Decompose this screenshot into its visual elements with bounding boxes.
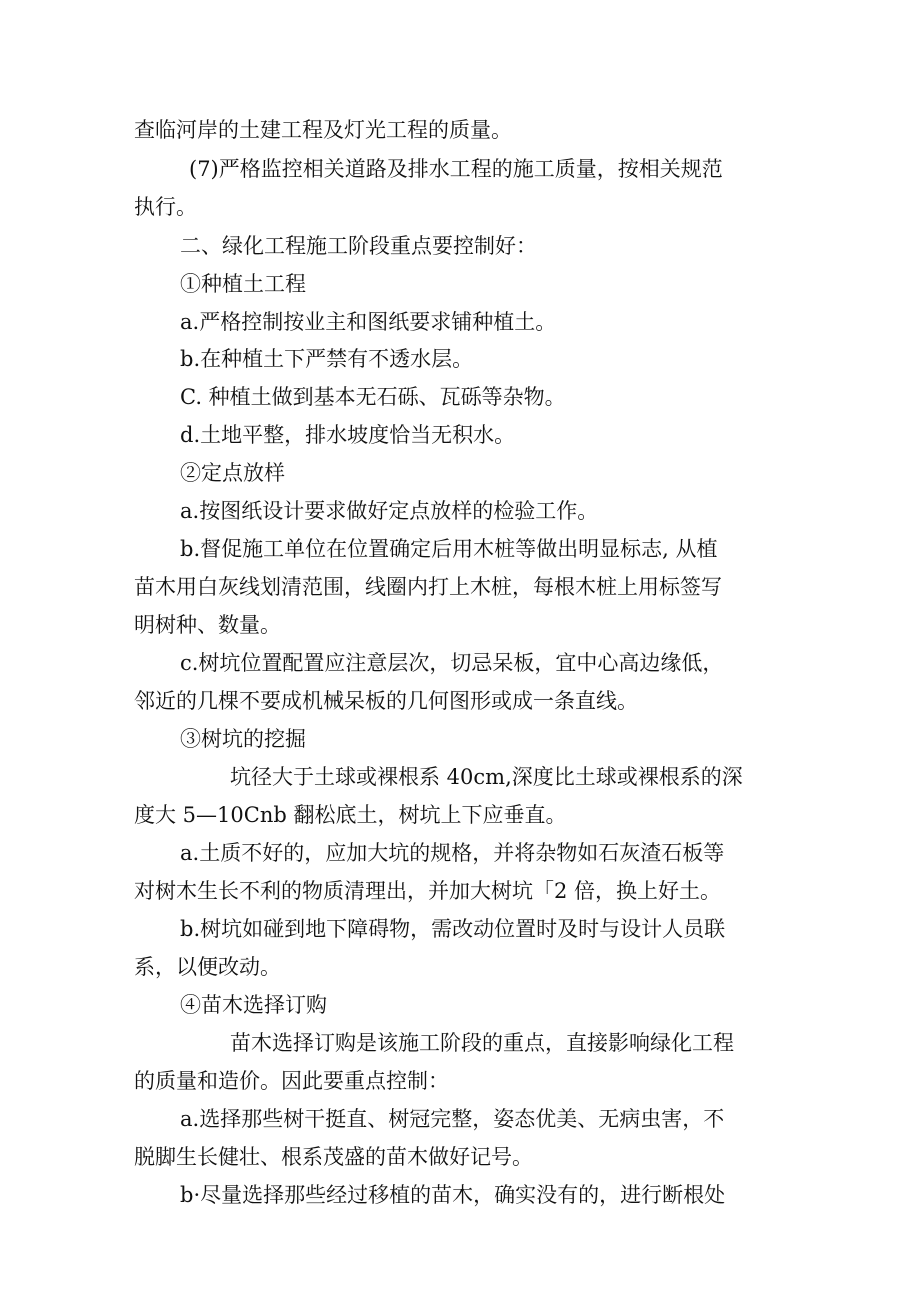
text-line: 邻近的几棵不要成机械呆板的几何图形或成一条直线。 [134, 689, 638, 713]
list-item: a.按图纸设计要求做好定点放样的检验工作。 [180, 499, 599, 523]
list-item: a.土质不好的，应加大坑的规格，并将杂物如石灰渣石板等 [180, 841, 725, 865]
subsection-heading: ①种植土工程 [180, 272, 306, 296]
list-item: a.选择那些树干挺直、树冠完整，姿态优美、无病虫害，不 [180, 1107, 725, 1131]
text-line: 的质量和造价。因此要重点控制： [134, 1069, 449, 1093]
section-heading: 二、绿化工程施工阶段重点要控制好： [180, 234, 537, 258]
text-line: 执行。 [134, 195, 197, 219]
subsection-heading: ④苗木选择订购 [180, 993, 327, 1017]
list-item: b.在种植土下严禁有不透水层。 [180, 347, 474, 371]
paragraph-line: 苗木选择订购是该施工阶段的重点，直接影响绿化工程 [230, 1031, 734, 1055]
text-line: 脱脚生长健壮、根系茂盛的苗木做好记号。 [134, 1145, 533, 1169]
text-line: (7)严格监控相关道路及排水工程的施工质量，按相关规范 [189, 157, 723, 181]
text-line: 度大 5—10Cnb 翻松底土，树坑上下应垂直。 [134, 803, 567, 827]
text-line: 明树种、数量。 [134, 613, 281, 637]
text-line: 查临河岸的土建工程及灯光工程的质量。 [134, 118, 512, 142]
subsection-heading: ②定点放样 [180, 461, 285, 485]
list-item: C. 种植土做到基本无石砾、瓦砾等杂物。 [180, 385, 566, 409]
paragraph-line: 坑径大于土球或裸根系 40cm,深度比土球或裸根系的深 [230, 765, 743, 789]
subsection-heading: ③树坑的挖掘 [180, 727, 306, 751]
list-item: c.树坑位置配置应注意层次，切忌呆板，宜中心高边缘低， [180, 651, 724, 675]
text-line: 对树木生长不利的物质清理出，并加大树坑「2 倍，换上好土。 [134, 879, 722, 903]
text-line: 系，以便改动。 [134, 955, 281, 979]
list-item: a.严格控制按业主和图纸要求铺种植土。 [180, 310, 557, 334]
list-item: b.督促施工单位在位置确定后用木桩等做出明显标志, 从植 [180, 537, 718, 561]
list-item: b.树坑如碰到地下障碍物，需改动位置时及时与设计人员联 [180, 917, 726, 941]
list-item: b·尽量选择那些经过移植的苗木，确实没有的，进行断根处 [180, 1183, 726, 1207]
text-line: 苗木用白灰线划清范围，线圈内打上木桩，每根木桩上用标签写 [134, 575, 722, 599]
list-item: d.土地平整，排水坡度恰当无积水。 [180, 423, 516, 447]
